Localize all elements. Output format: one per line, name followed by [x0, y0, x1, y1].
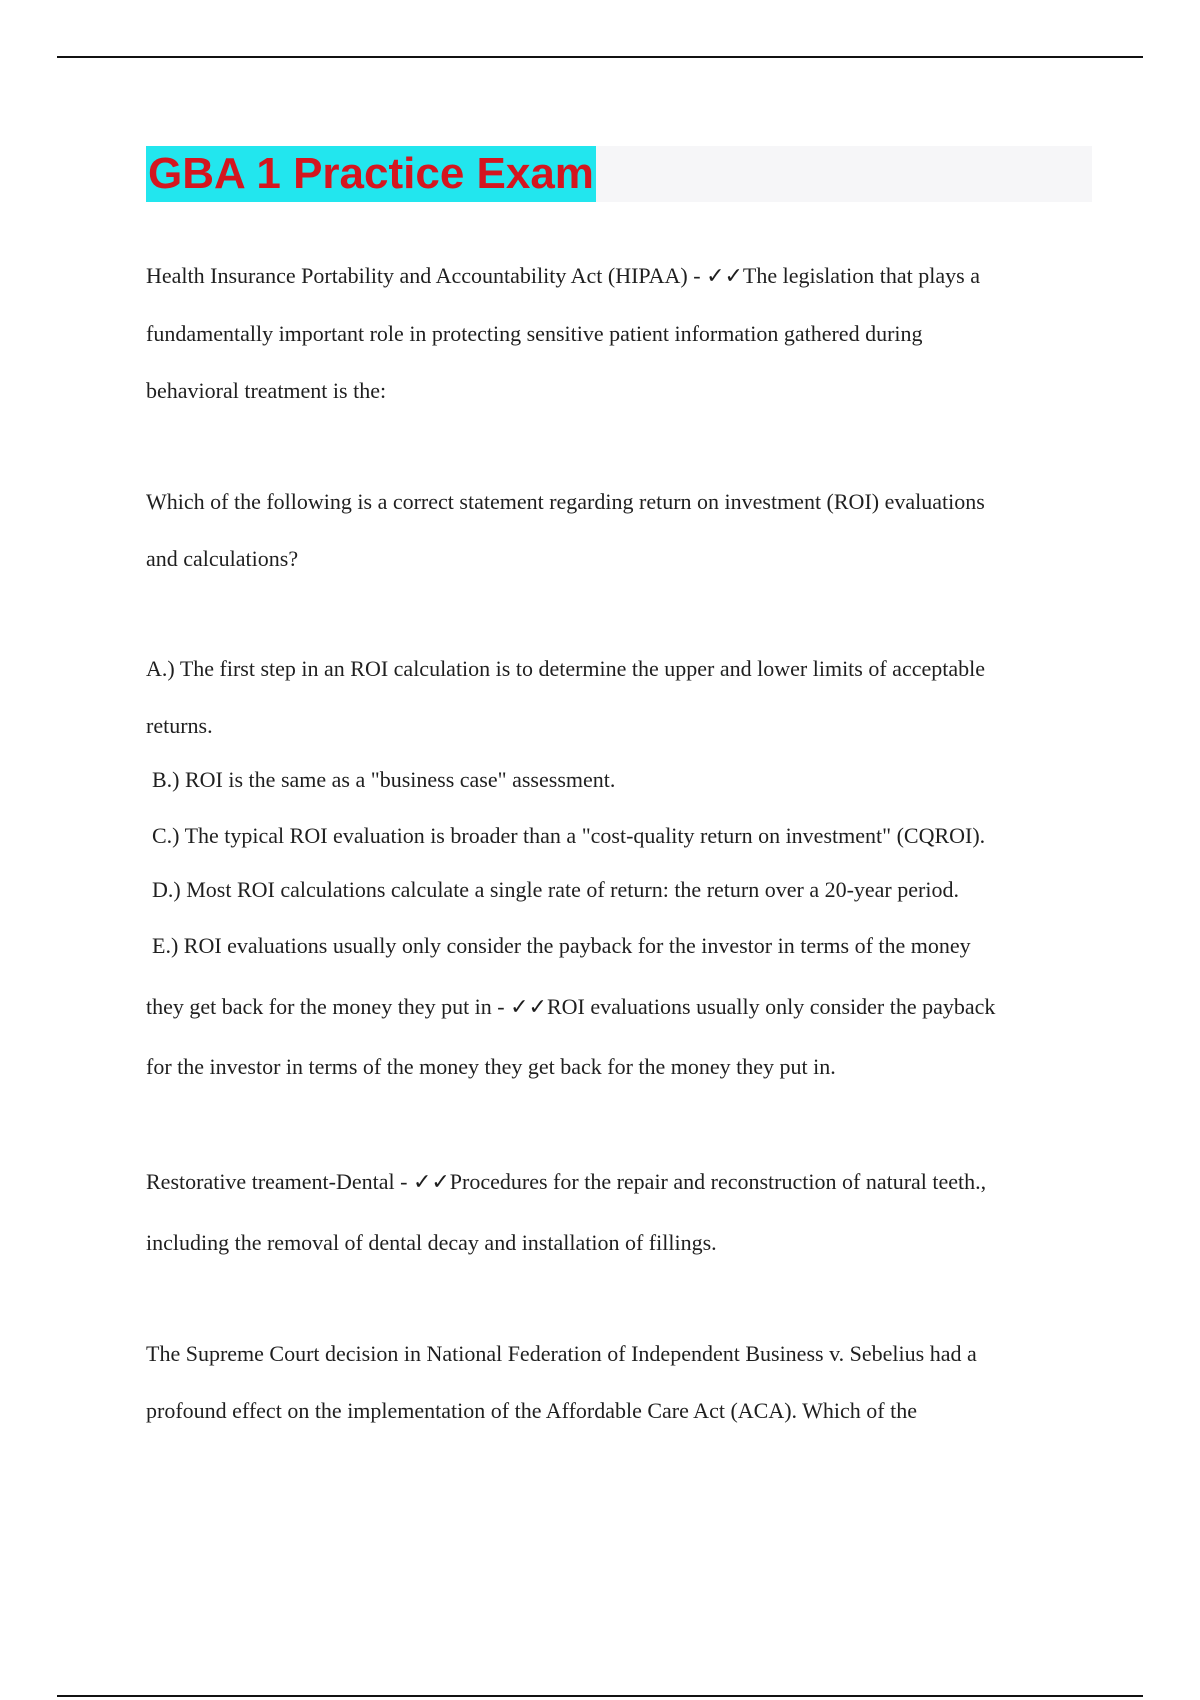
roi-question-line-2: and calculations? — [146, 546, 299, 571]
aca-line-2: profound effect on the implementation of the Affordable Care Act (ACA). Which of the — [146, 1398, 917, 1423]
roi-option-b: B.) ROI is the same as a "business case" assessment. — [152, 767, 616, 792]
roi-option-e-line-1: E.) ROI evaluations usually only consider the payback for the investor in terms of the money — [152, 933, 971, 958]
hipaa-line-2: fundamentally important role in protecting sensitive patient information gathered during — [146, 321, 923, 346]
hipaa-line-3: behavioral treatment is the: — [146, 378, 387, 403]
roi-option-e-line-2: they get back for the money they put in - ✓✓ROI evaluations usually only consider the payback — [146, 994, 996, 1019]
hipaa-line-1: Health Insurance Portability and Accountability Act (HIPAA) - ✓✓The legislation that plays a — [146, 263, 980, 288]
roi-option-e-line-3: for the investor in terms of the money they get back for the money they put in. — [146, 1054, 836, 1079]
dental-line-2: including the removal of dental decay and installation of fillings. — [146, 1230, 717, 1255]
bottom-rule — [57, 1695, 1143, 1697]
document-title: GBA 1 Practice Exam — [146, 146, 596, 202]
roi-option-a-line-1: A.) The first step in an ROI calculation is to determine the upper and lower limits of acceptable — [146, 656, 985, 681]
roi-option-a-line-2: returns. — [146, 713, 213, 738]
roi-question-line-1: Which of the following is a correct statement regarding return on investment (ROI) evaluations — [146, 489, 985, 514]
dental-line-1: Restorative treament-Dental - ✓✓Procedures for the repair and reconstruction of natural teeth., — [146, 1169, 987, 1194]
top-rule — [57, 56, 1143, 58]
roi-option-c: C.) The typical ROI evaluation is broader than a "cost-quality return on investment" (CQROI). — [152, 823, 986, 848]
aca-line-1: The Supreme Court decision in National Federation of Independent Business v. Sebelius had a — [146, 1341, 977, 1366]
roi-option-d: D.) Most ROI calculations calculate a single rate of return: the return over a 20-year period. — [152, 877, 959, 902]
